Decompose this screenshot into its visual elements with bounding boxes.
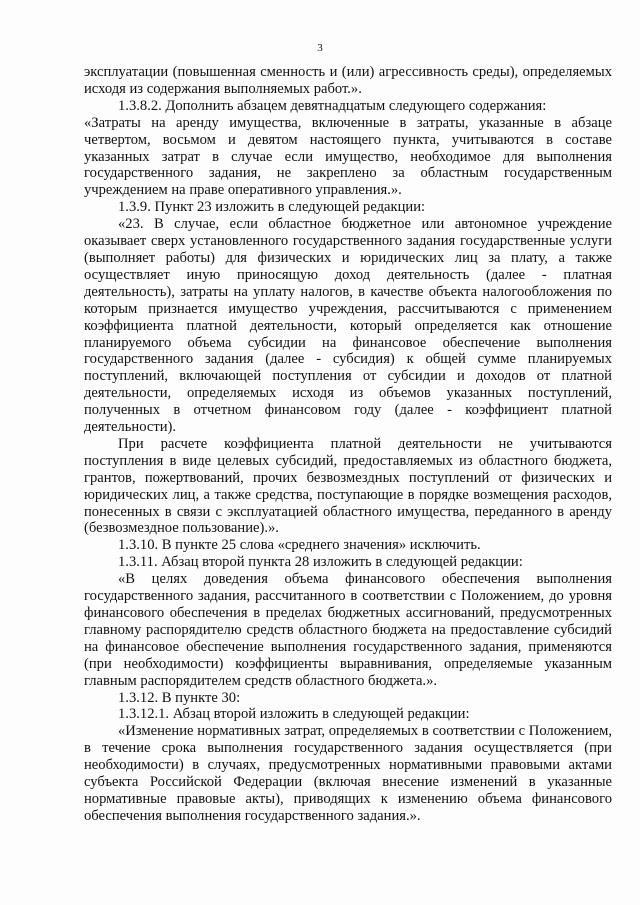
paragraph: «23. В случае, если областное бюджетное или автономное учреждение оказывает сверх установленного государственного задания государственные услуги (выполняет работы) для физических и юридических лиц за плату, а также осуществляет иную приносящую доход деятельность (далее - платная деятельность), затраты на уплату налогов, в качестве объекта налогообложения по которым признается имущество учреждения, рассчитываются с применением коэффициента платной деятельности, который определяется как отношение планируемого объема субсидии на финансовое обеспечение выполнения государственного задания (далее - субсидия) к общей сумме планируемых поступлений, включающей поступления от субсидии и доходов от платной деятельности, определяемых исходя из объемов указанных поступлений, полученных в отчетном финансовом году (далее - коэффициент платной деятельности).	[84, 216, 612, 436]
paragraph: «Изменение нормативных затрат, определяемых в соответствии с Положением, в течение срока выполнения государственного задания осуществляется (при необходимости) в случаях, предусмотренных нормативными правовыми актами субъекта Российской Федерации (включая внесение изменений в указанные нормативные правовые акты), приводящих к изменению объема финансового обеспечения выполнения государственного задания.».	[84, 723, 612, 824]
paragraph: 1.3.8.2. Дополнить абзацем девятнадцатым следующего содержания:	[118, 97, 547, 114]
page-number: 3	[317, 42, 323, 54]
paragraph: 1.3.11. Абзац второй пункта 28 изложить в следующей редакции:	[118, 554, 523, 571]
paragraph: эксплуатации (повышенная сменность и (или) агрессивность среды), определяемых исходя из содержания выполняемых работ.».	[84, 64, 612, 97]
paragraph: «В целях доведения объема финансового обеспечения выполнения государственного задания, рассчитанного в соответствии с Положением, до уровня финансового обеспечения в пределах бюджетных ассигнований, предусмотренных главному распорядителю средств областного бюджета на предоставление субсидий на финансовое обеспечение выполнения государственного задания, применяются (при необходимости) коэффициенты выравнивания, определяемые указанным главным распорядителем средств областного бюджета.».	[84, 571, 612, 689]
paragraph: 1.3.12. В пункте 30:	[118, 689, 241, 706]
document-body	[84, 64, 612, 825]
paragraph: «Затраты на аренду имущества, включенные в затраты, указанные в абзаце четвертом, восьмом и девятом настоящего пункта, учитываются в составе указанных затрат в случае если имущество, необходимое для выполнения государственного задания, не закреплено за областным государственным учреждением на праве оперативного управления.».	[84, 114, 612, 199]
paragraph: 1.3.9. Пункт 23 изложить в следующей редакции:	[118, 199, 426, 216]
paragraph: 1.3.10. В пункте 25 слова «среднего значения» исключить.	[118, 537, 481, 554]
paragraph: При расчете коэффициента платной деятельности не учитываются поступления в виде целевых субсидий, предоставляемых из областного бюджета, грантов, пожертвований, прочих безвозмездных поступлений от физических и юридических лиц, а также средства, поступающие в порядке возмещения расходов, понесенных в связи с эксплуатацией областного имущества, переданного в аренду (безвозмездное пользование).».	[84, 435, 612, 537]
paragraph: 1.3.12.1. Абзац второй изложить в следующей редакции:	[118, 706, 470, 723]
